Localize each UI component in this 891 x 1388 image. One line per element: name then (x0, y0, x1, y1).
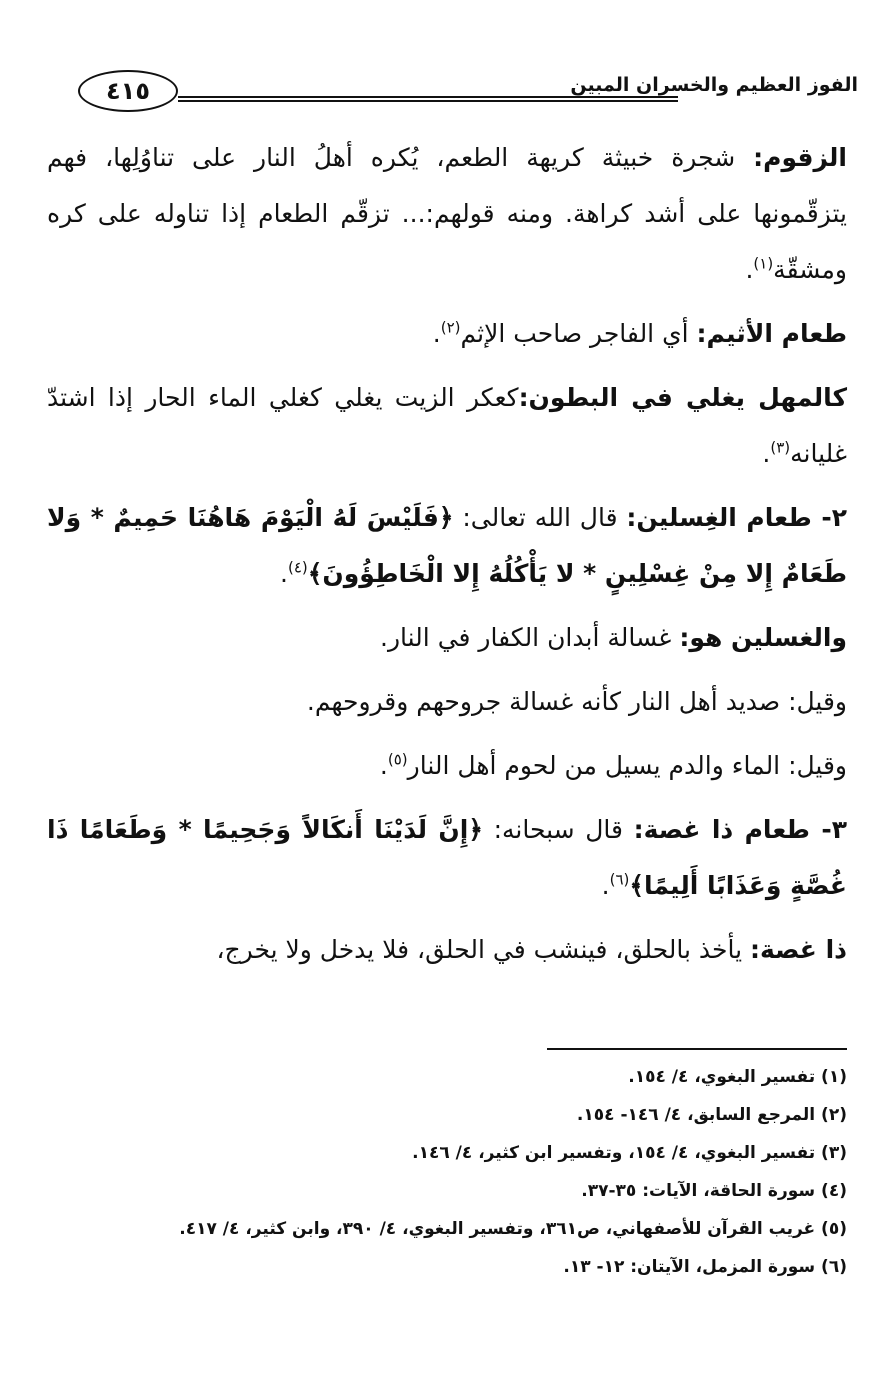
paragraph-muhl: كالمهل يغلي في البطون:كعكر الزيت يغلي كغلي الماء الحار إذا اشتدّ غليانه$^{(٣)}$. (47, 383, 848, 468)
term-ghussa: ذا غصة: (750, 935, 847, 964)
footnote-5: (٥) غريب القرآن للأصفهاني، ص٣٦١، وتفسير البغوي، ٤/ ٣٩٠، وابن كثير، ٤/ ٤١٧. (179, 1219, 847, 1239)
paragraph-ghussa-def (47, 922, 847, 978)
header-rule (178, 96, 678, 102)
paragraph-ghislin: ٢- طعام الغِسلين: قال الله تعالى: ﴿فَلَيْسَ لَهُ الْيَوْمَ هَاهُنَا حَمِيمٌ * وَلا طَعَامٌ إِلا مِنْ غِسْلِينٍ * لا يَأْكُلُهُ إِلا الْخَاطِؤُونَ﴾$^{(٤)}$. (47, 503, 847, 588)
footnote-6: (٦) سورة المزمل، الآيتان: ١٢- ١٣. (563, 1257, 847, 1277)
main-text (47, 130, 847, 986)
paragraph-text: غسالة أبدان الكفار في النار. (380, 623, 680, 652)
footnote-separator (547, 1048, 847, 1050)
paragraph-text: وقيل: الماء والدم يسيل من لحوم أهل النار (407, 751, 847, 780)
quran-verse: ﴿إِنَّ لَدَيْنَا أَنكَالاً وَجَحِيمًا * وَطَعَامًا ذَا غُصَّةٍ وَعَذَابًا أَلِيمًا﴾ (47, 815, 847, 900)
paragraph-ghislin-def (47, 610, 847, 666)
page-header (78, 70, 858, 116)
term-athim: طعام الأثيم: (696, 319, 847, 348)
paragraph-qil-1 (47, 674, 847, 730)
running-title: الفوز العظيم والخسران المبين (570, 74, 858, 96)
footnotes (47, 1058, 847, 1286)
footnote-ref-3[interactable]: (٣) (770, 438, 791, 457)
footnote-4: (٤) سورة الحاقة، الآيات: ٣٥-٣٧. (581, 1181, 847, 1201)
quran-verse: ﴿فَلَيْسَ لَهُ الْيَوْمَ هَاهُنَا حَمِيمٌ * وَلا طَعَامٌ إِلا مِنْ غِسْلِينٍ * لا يَأْكُلُهُ إِلا الْخَاطِؤُونَ﴾ (47, 503, 847, 588)
footnote-ref-4[interactable]: (٤) (287, 558, 308, 577)
paragraph-athim: طعام الأثيم: أي الفاجر صاحب الإثم$^{(٢)}$. (432, 318, 847, 348)
paragraph-text: وقيل: صديد أهل النار كأنه غسالة جروحهم وقروحهم. (306, 687, 847, 716)
term-ghislin: والغسلين هو: (679, 623, 847, 652)
footnote-2: (٢) المرجع السابق، ٤/ ١٤٦- ١٥٤. (576, 1105, 847, 1125)
paragraph-qil-2: وقيل: الماء والدم يسيل من لحوم أهل النار$^{(٥)}$. (379, 750, 847, 780)
heading-ghussa: ٣- طعام ذا غصة: (633, 815, 847, 844)
paragraph-zaqqum: الزقوم: شجرة خبيثة كريهة الطعم، يُكره أهلُ النار على تناوُلِها، فهم يتزقّمونها على أشد كراهة. ومنه قولهم:... تزقّم الطعام إذا تناوله على كره ومشقّة$^{(١)}$. (47, 143, 847, 284)
footnote-ref-5[interactable]: (٥) (387, 750, 408, 769)
paragraph-text: شجرة خبيثة كريهة الطعم، يُكره أهلُ النار على تناوُلِها، فهم يتزقّمونها على أشد كراهة. ومنه قولهم:... تزقّم الطعام إذا تناوله على كره ومشقّة (47, 143, 847, 284)
footnote-ref-2[interactable]: (٢) (440, 318, 461, 337)
term-zaqqum: الزقوم: (753, 143, 847, 172)
footnote-ref-1[interactable]: (١) (753, 254, 774, 273)
paragraph-text: يأخذ بالحلق، فينشب في الحلق، فلا يدخل ولا يخرج، (216, 935, 751, 964)
paragraph-text: قال سبحانه: (482, 815, 634, 844)
page-number: ٤١٥ (106, 77, 150, 105)
heading-ghislin: ٢- طعام الغِسلين: (626, 503, 847, 532)
paragraph-text: كعكر الزيت يغلي كغلي الماء الحار إذا اشتدّ غليانه (47, 383, 847, 468)
paragraph-ghussa: ٣- طعام ذا غصة: قال سبحانه: ﴿إِنَّ لَدَيْنَا أَنكَالاً وَجَحِيمًا * وَطَعَامًا ذَا غُصَّةٍ وَعَذَابًا أَلِيمًا﴾$^{(٦)}$. (47, 815, 847, 900)
page-number-badge (78, 70, 178, 112)
paragraph-text: أي الفاجر صاحب الإثم (460, 319, 697, 348)
paragraph-text: قال الله تعالى: (453, 503, 627, 532)
term-muhl: كالمهل يغلي في البطون: (518, 383, 848, 412)
footnote-3: (٣) تفسير البغوي، ٤/ ١٥٤، وتفسير ابن كثير، ٤/ ١٤٦. (412, 1143, 847, 1163)
footnote-1: (١) تفسير البغوي، ٤/ ١٥٤. (628, 1067, 847, 1087)
footnote-ref-6[interactable]: (٦) (609, 870, 630, 889)
